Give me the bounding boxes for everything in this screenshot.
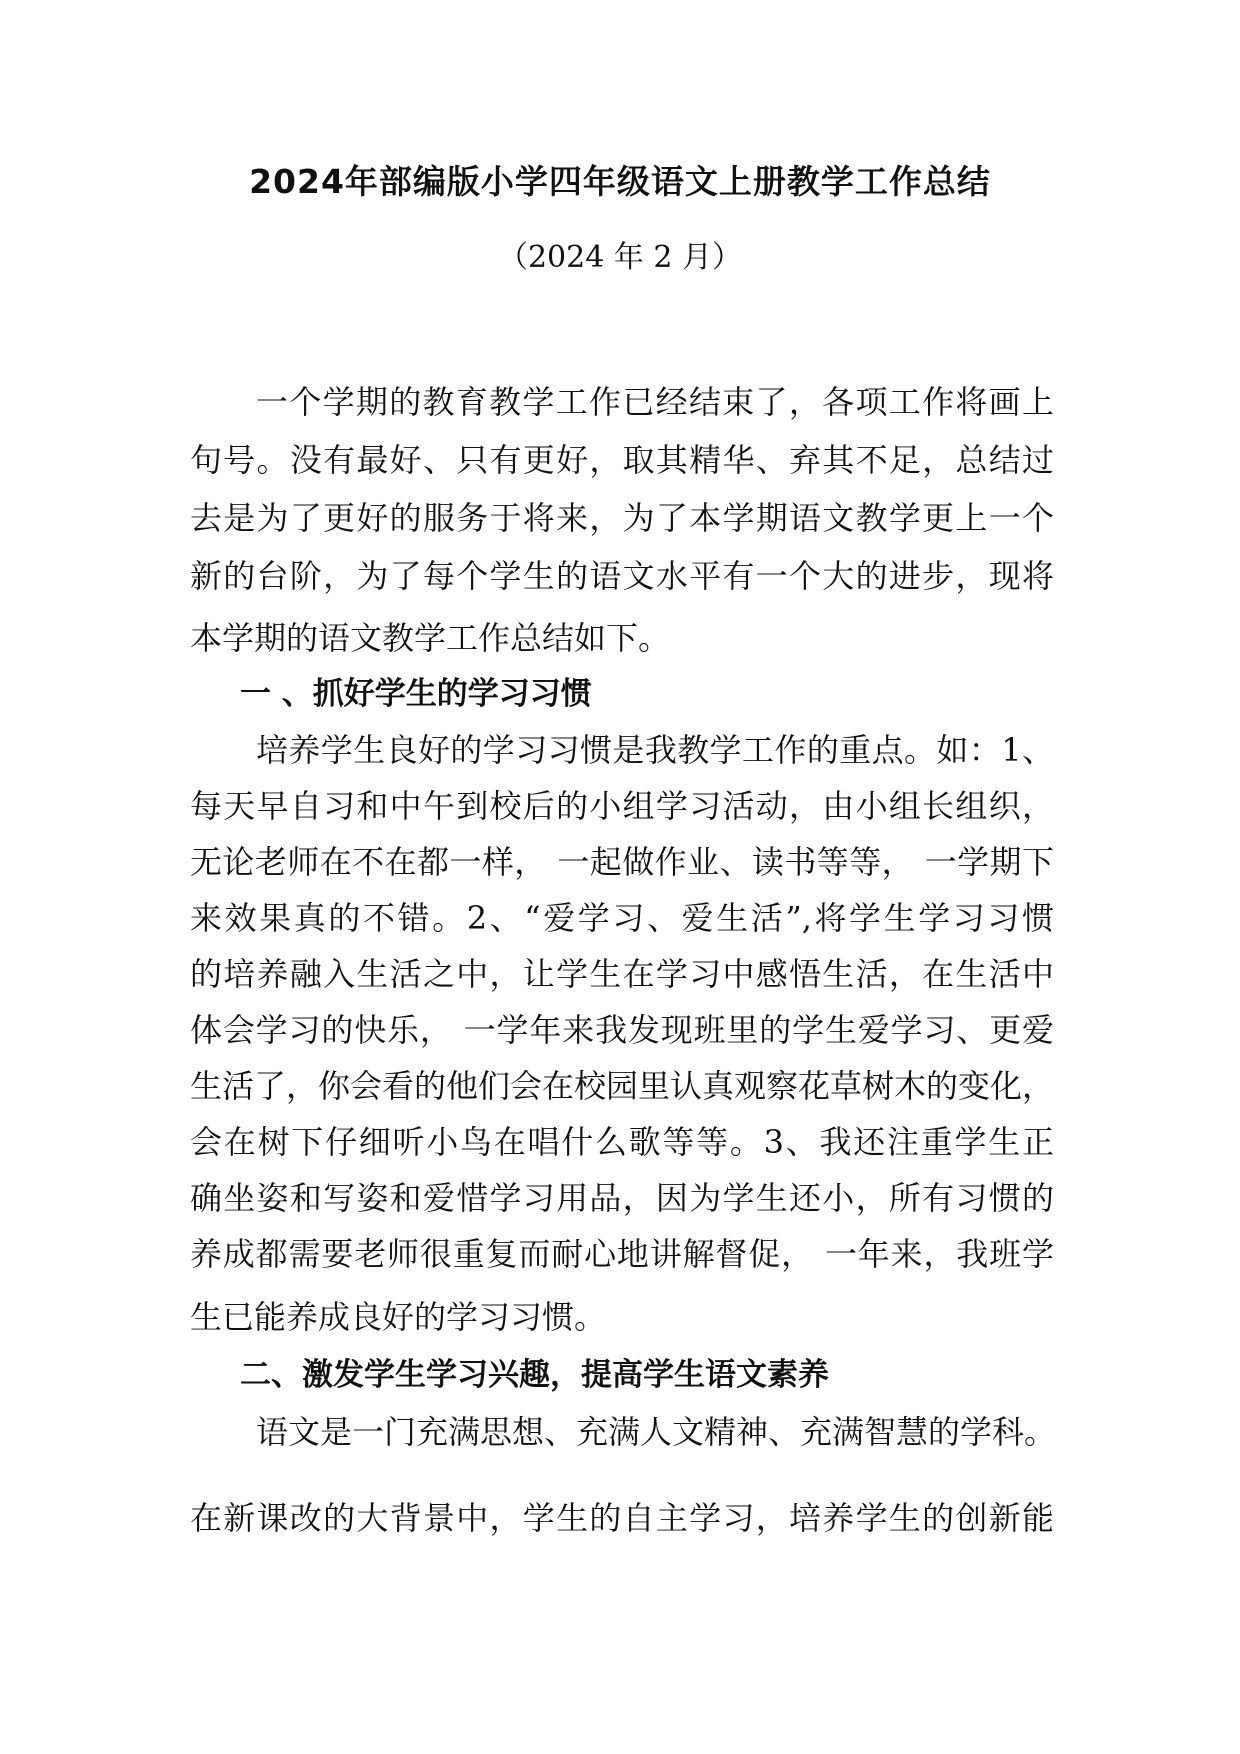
section1-line: 体会学习的快乐， 一学年来我发现班里的学生爱学习、更爱: [190, 1011, 1054, 1049]
section-heading-2: 二、激发学生学习兴趣，提高学生语文素养: [240, 1357, 829, 1393]
section1-line: 培养学生良好的学习习惯是我教学工作的重点。如：1、: [256, 731, 1054, 769]
section1-line: 确坐姿和写姿和爱惜学习用品，因为学生还小，所有习惯的: [190, 1179, 1054, 1217]
intro-line: 本学期的语文教学工作总结如下。: [190, 619, 671, 657]
section1-line: 的培养融入生活之中，让学生在学习中感悟生活，在生活中: [190, 955, 1054, 993]
intro-line: 句号。没有最好、只有更好，取其精华、弃其不足，总结过: [190, 441, 1054, 479]
section1-line: 每天早自习和中午到校后的小组学习活动，由小组长组织，: [190, 787, 1054, 825]
section1-line: 生活了，你会看的他们会在校园里认真观察花草树木的变化，: [190, 1067, 1055, 1105]
section1-line: 来效果真的不错。2、“爱学习、爱生活”,将学生学习习惯: [190, 899, 1054, 937]
section1-line: 无论老师在不在都一样， 一起做作业、读书等等， 一学期下: [190, 843, 1054, 881]
document-title: 2024年部编版小学四年级语文上册教学工作总结: [249, 162, 991, 201]
section-heading-1: 一 、抓好学生的学习习惯: [240, 676, 592, 712]
section1-line: 会在树下仔细听小鸟在唱什么歌等等。3、我还注重学生正: [190, 1123, 1054, 1161]
section1-line: 养成都需要老师很重复而耐心地讲解督促， 一年来，我班学: [190, 1235, 1054, 1273]
intro-line: 去是为了更好的服务于将来，为了本学期语文教学更上一个: [190, 499, 1054, 537]
section1-line: 生已能养成良好的学习习惯。: [190, 1298, 607, 1336]
section2-line: 语文是一门充满思想、充满人文精神、充满智慧的学科。: [256, 1413, 1057, 1451]
intro-line: 新的台阶，为了每个学生的语文水平有一个大的进步，现将: [190, 557, 1054, 595]
section2-line: 在新课改的大背景中，学生的自主学习，培养学生的创新能: [190, 1499, 1054, 1537]
document-date: （2024 年 2 月）: [497, 240, 743, 275]
intro-line: 一个学期的教育教学工作已经结束了，各项工作将画上: [256, 383, 1054, 421]
